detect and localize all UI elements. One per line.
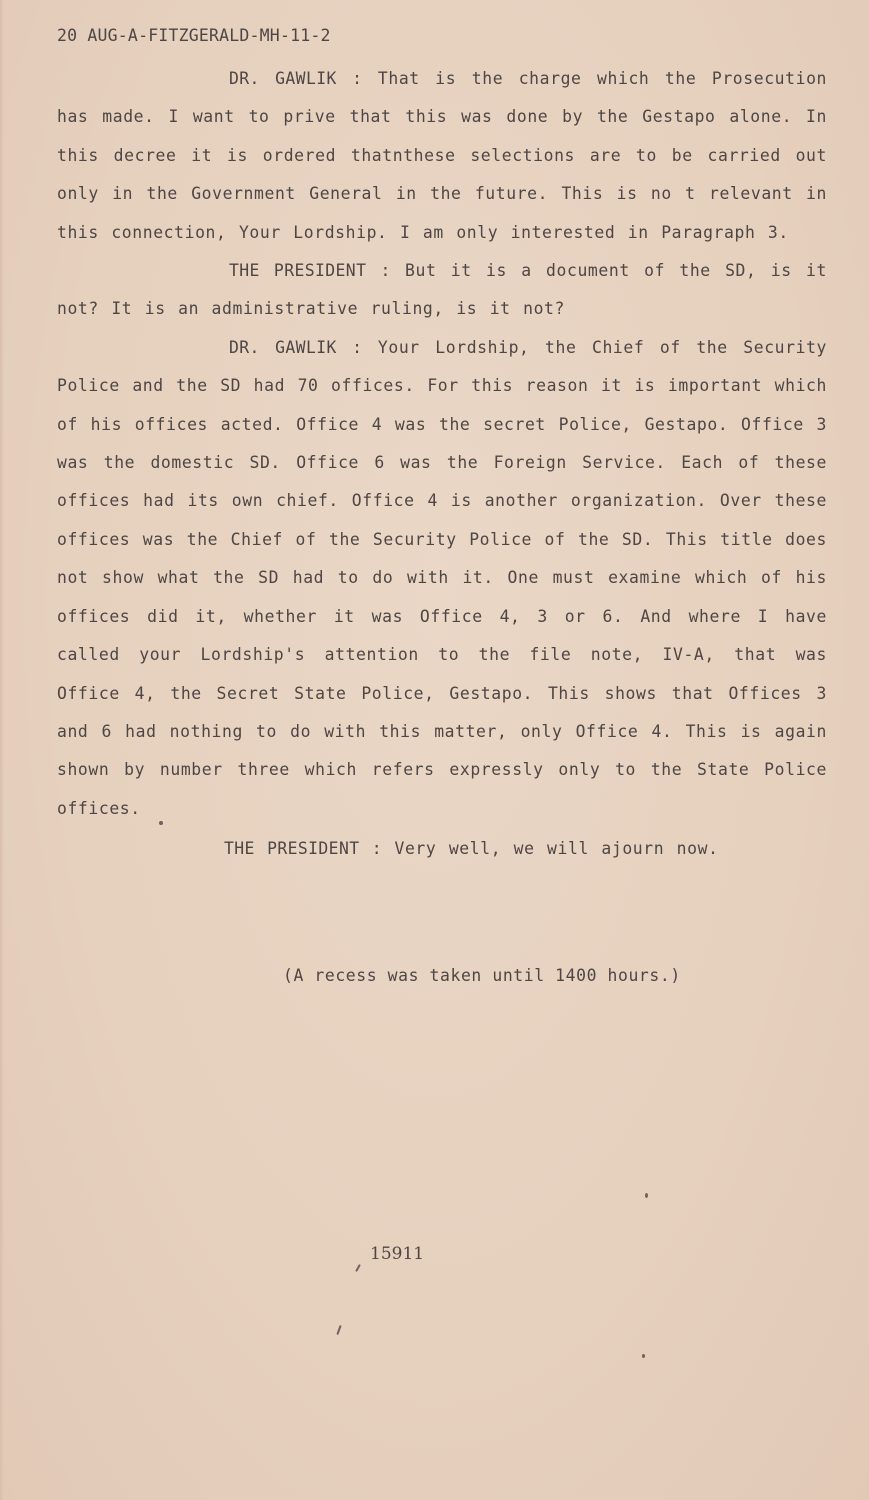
transcript-paragraph — [57, 252, 827, 329]
page-number: 15911 — [370, 1244, 425, 1264]
paragraph-text: But it is a document of the SD, is it not? It is an administrative ruling, is it not? — [57, 261, 827, 319]
transcript-paragraph — [57, 329, 827, 828]
transcript-paragraph — [57, 830, 827, 868]
speaker-label: DR. GAWLIK : — [229, 337, 363, 357]
recess-note: (A recess was taken until 1400 hours.) — [283, 966, 681, 985]
page-header: 20 AUG-A-FITZGERALD-MH-11-2 — [57, 26, 331, 45]
paragraph-text: Your Lordship, the Chief of the Security Police and the SD had 70 offices. For this reason it is important which of his offices acted. Office 4 was the secret Police, Gestapo. Office 3 was the domestic SD. Office 6 was the Foreign Service. Each of these offices had its own chief. Office 4 is another organization. Over these offices was the Chief of the Security Police of the SD. This title does not show what the SD had to do with it. One must examine which of his offices did it, whether it was Office 4, 3 or 6. And where I have called your Lordship's attention to the file note, IV-A, that was Office 4, the Secret State Police, Gestapo. This shows that Offices 3 and 6 had nothing to do with this matter, only Office 4. This is again shown by number three which refers expressly only to the State Police offices. — [57, 337, 828, 818]
ink-speck — [642, 1354, 645, 1358]
ink-speck — [645, 1193, 648, 1198]
transcript-paragraph — [57, 60, 827, 252]
transcript-body — [57, 60, 827, 869]
speaker-label: THE PRESIDENT : — [224, 839, 383, 859]
ink-speck — [159, 821, 163, 825]
paragraph-text: Very well, we will ajourn now. — [394, 839, 719, 859]
ink-speck — [355, 1264, 361, 1272]
speaker-label: THE PRESIDENT : — [229, 261, 391, 281]
paragraph-text: That is the charge which the Prosecution has made. I want to prive that this was done by the Gestapo alone. In this decree it is ordered thatnthese selections are to be carried out only in the Government General in the future. This is no t relevant in this connection, Your Lordship. I am only interested in Paragraph 3. — [57, 69, 828, 242]
ink-speck — [336, 1325, 341, 1335]
speaker-label: DR. GAWLIK : — [229, 69, 363, 88]
